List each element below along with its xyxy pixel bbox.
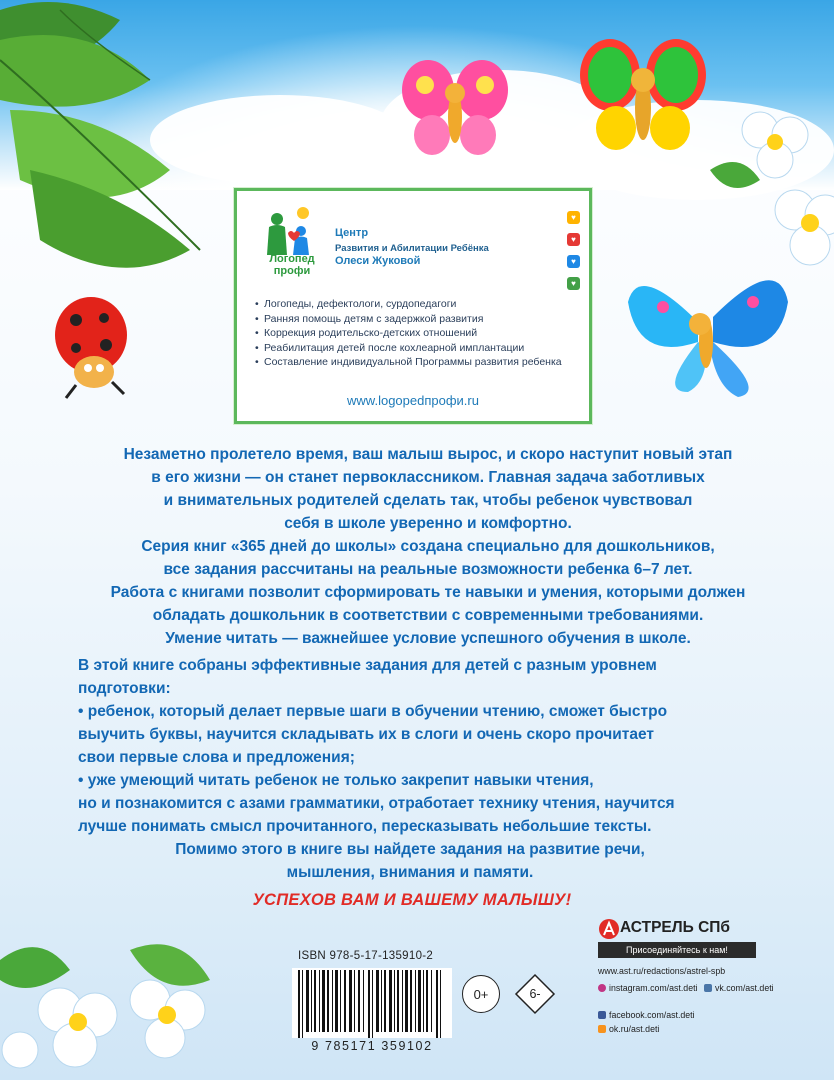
blue-butterfly-illustration bbox=[628, 262, 788, 402]
facebook-link[interactable]: facebook.com/ast.deti bbox=[609, 1010, 695, 1020]
isbn-label: ISBN 978-5-17-135910-2 bbox=[298, 950, 434, 962]
join-us-banner: Присоединяйтесь к нам! bbox=[598, 942, 756, 958]
social-facebook-row[interactable] bbox=[598, 1010, 695, 1020]
text-line: Незаметно пролетело время, ваш малыш вырос, и скоро наступит новый этап bbox=[123, 446, 733, 463]
text-line: Умение читать — важнейшее условие успешного обучения в школе. bbox=[165, 630, 691, 647]
text-line: • ребенок, который делает первые шаги в обучении чтению, сможет быстро bbox=[78, 703, 668, 720]
barcode bbox=[292, 968, 452, 1038]
ladybug-illustration bbox=[46, 290, 136, 400]
green-butterfly-illustration bbox=[578, 30, 708, 165]
social-instagram-row[interactable] bbox=[598, 983, 774, 993]
heart-icons bbox=[567, 211, 581, 299]
instagram-link[interactable]: instagram.com/ast.deti bbox=[609, 983, 698, 993]
heart-icon: ♥ bbox=[567, 211, 580, 224]
logo-text: Логопед профи bbox=[269, 253, 315, 277]
center-subtitle: Развития и Абилитации Ребёнка bbox=[335, 243, 489, 254]
text-line: выучить буквы, научится складывать их в слоги и очень скоро прочитает bbox=[78, 726, 655, 743]
publisher-website-link[interactable]: www.ast.ru/redactions/astrel-spb bbox=[598, 966, 726, 976]
website-link[interactable]: www.logopedпрофи.ru bbox=[347, 393, 479, 408]
book-contents-paragraph bbox=[78, 654, 778, 838]
text-line: в его жизни — он станет первоклассником. Главная задача заботливых bbox=[151, 469, 705, 486]
service-item: • Ранняя помощь детям с задержкой развития bbox=[255, 312, 585, 327]
text-line: обладать дошкольник в соответствии с современными требованиями. bbox=[152, 607, 704, 624]
flowers-bottom-illustration bbox=[0, 920, 250, 1080]
age-rating-text: 6- bbox=[529, 987, 541, 1001]
age-rating-badge: 0+ bbox=[462, 975, 500, 1013]
center-name: Олеси Жуковой bbox=[335, 255, 421, 267]
text-line: и внимательных родителей сделать так, чтобы ребенок чувствовал bbox=[163, 492, 693, 509]
text-line: себя в школе уверенно и комфортно. bbox=[284, 515, 572, 532]
ok-icon bbox=[598, 1025, 606, 1033]
text-line: • уже умеющий читать ребенок не только закрепит навыки чтения, bbox=[78, 772, 594, 789]
text-line: Работа с книгами позволит сформировать те навыки и умения, которыми должен bbox=[110, 584, 746, 601]
heart-icon: ♥ bbox=[567, 277, 580, 290]
social-ok-row[interactable] bbox=[598, 1024, 659, 1034]
slogan: УСПЕХОВ ВАМ И ВАШЕМУ МАЛЫШУ! bbox=[252, 891, 572, 909]
facebook-icon bbox=[598, 1011, 606, 1019]
flowers-illustration bbox=[700, 90, 834, 280]
center-title: Центр bbox=[335, 227, 369, 239]
vk-icon bbox=[704, 984, 712, 992]
ok-link[interactable]: ok.ru/ast.deti bbox=[609, 1024, 660, 1034]
services-list bbox=[255, 297, 585, 370]
service-item: • Реабилитация детей после кохлеарной имплантации bbox=[255, 341, 585, 356]
age-rating-badge-2 bbox=[514, 973, 556, 1015]
pink-butterfly-illustration bbox=[400, 55, 510, 165]
astrel-logo-icon bbox=[598, 918, 620, 940]
text-line: подготовки: bbox=[78, 680, 171, 697]
heart-icon: ♥ bbox=[567, 233, 580, 246]
leaves-illustration bbox=[0, 0, 220, 310]
intro-paragraph bbox=[78, 443, 778, 650]
text-line: В этой книге собраны эффективные задания для детей с разным уровнем bbox=[78, 657, 657, 674]
text-line: все задания рассчитаны на реальные возможности ребенка 6–7 лет. bbox=[163, 561, 693, 578]
barcode-number: 9 785171 359102 bbox=[311, 1039, 433, 1053]
instagram-icon bbox=[598, 984, 606, 992]
heart-icon: ♥ bbox=[567, 255, 580, 268]
vk-link[interactable]: vk.com/ast.deti bbox=[714, 983, 774, 993]
service-item: • Коррекция родительско-детских отношений bbox=[255, 326, 585, 341]
publisher-name: АСТРЕЛЬ СПб bbox=[620, 919, 730, 936]
service-item: • Логопеды, дефектологи, сурдопедагоги bbox=[255, 297, 585, 312]
extra-paragraph bbox=[100, 838, 720, 884]
text-line: свои первые слова и предложения; bbox=[78, 749, 355, 766]
text-line: лучше понимать смысл прочитанного, пересказывать небольшие тексты. bbox=[78, 818, 652, 835]
text-line: мышления, внимания и памяти. bbox=[286, 864, 534, 881]
logoped-info-box bbox=[234, 188, 592, 424]
text-line: Серия книг «365 дней до школы» создана специально для дошкольников, bbox=[141, 538, 715, 555]
text-line: Помимо этого в книге вы найдете задания на развитие речи, bbox=[175, 841, 645, 858]
service-item: • Составление индивидуальной Программы развития ребенка bbox=[255, 355, 585, 370]
text-line: но и познакомится с азами грамматики, отработает технику чтения, научится bbox=[78, 795, 675, 812]
